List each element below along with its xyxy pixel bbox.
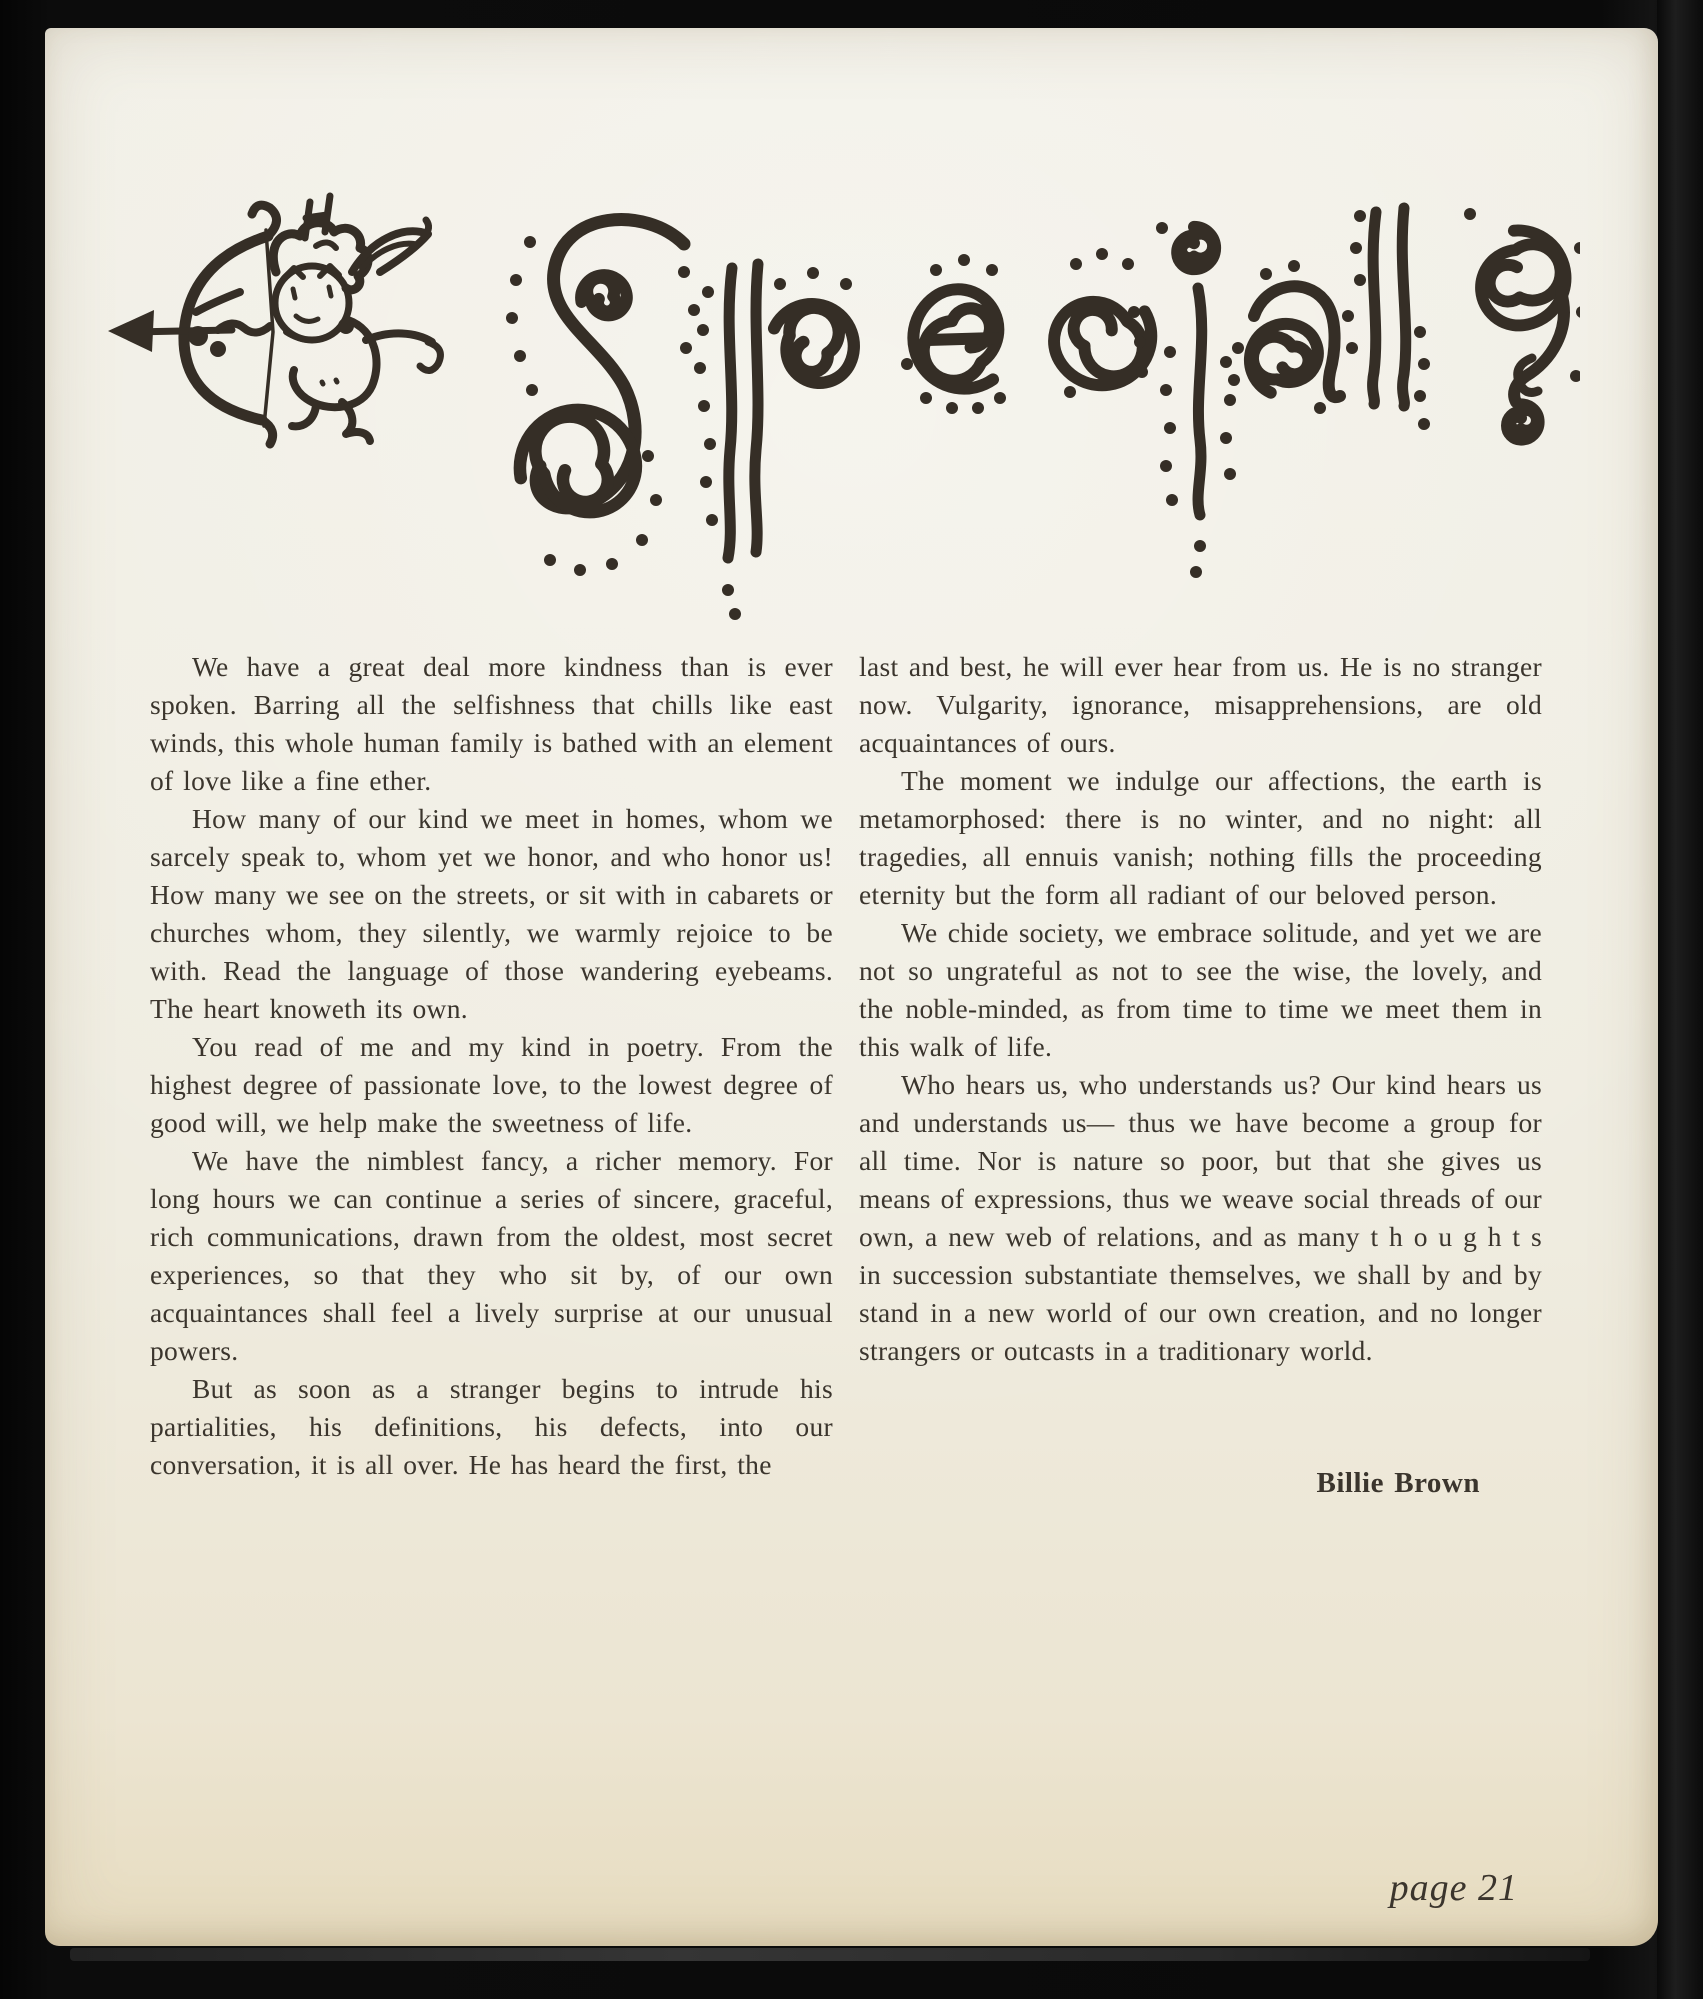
paragraph: How many of our kind we meet in homes, whom we sarcely speak to, whom yet we honor, and who honor us! How many we see on the streets, or sit with in cabarets or churches whom, they silently, we warmly rejoice to be with. Read the language of those wandering eyebeams. The heart knoweth its own. <box>150 803 833 1024</box>
title-dots <box>506 208 1580 620</box>
page-stack-edge <box>70 1948 1590 1961</box>
title-lettering <box>506 208 1580 620</box>
paragraph: You read of me and my kind in poetry. From the highest degree of passionate love, to the lowest degree of good will, we help make the sweetness of life. <box>150 1031 833 1138</box>
paragraph: We have a great deal more kindness than is ever spoken. Barring all the selfishness that chills like east winds, this whole human family is bathed with an element of love like a fine ether. <box>150 651 833 796</box>
paragraph: Who hears us, who understands us? Our kind hears us and understands us— thus we have become a group for all time. Nor is nature so poor, but that she gives us means of expressions, thus we weave social threads of our own, a new web of relations, and as many t h o u g h t s in succession substantiate themselves, we shall by and by stand in a new world of our own creation, and no longer strangers or outcasts in a traditionary world. <box>859 1069 1542 1366</box>
magazine-page <box>45 28 1658 1946</box>
left-column <box>150 648 833 1502</box>
paragraph: The moment we indulge our affections, the earth is metamorphosed: there is no winter, and no night: all tragedies, all ennuis vanish; nothing fills the proceeding eternity but the form all radiant of our beloved person. <box>859 765 1542 910</box>
page-number: page 21 <box>1389 1867 1518 1909</box>
article-header-art <box>80 150 1580 630</box>
article-body <box>150 648 1542 1502</box>
paragraph: We chide society, we embrace solitude, and yet we are not so ungrateful as not to see the wise, the lovely, and the noble-minded, as from time to time we meet them in this walk of life. <box>859 917 1542 1062</box>
paragraph: But as soon as a stranger begins to intrude his partialities, his definitions, his defects, into our conversation, it is all over. He has heard the first, the <box>150 1373 833 1480</box>
paragraph: last and best, he will ever hear from us. He is no stranger now. Vulgarity, ignorance, misapprehensions, are old acquaintances of ours. <box>859 651 1542 758</box>
byline: Billie Brown <box>1316 1467 1480 1499</box>
book-spine-shadow <box>1657 0 1703 1999</box>
right-column <box>859 648 1542 1502</box>
paragraph: We have the nimblest fancy, a richer memory. For long hours we can continue a series of sincere, graceful, rich communications, drawn from the oldest, most secret experiences, so that they who sit by, of our own acquaintances shall feel a lively surprise at our unusual powers. <box>150 1145 833 1366</box>
cupid-illustration <box>108 196 440 444</box>
